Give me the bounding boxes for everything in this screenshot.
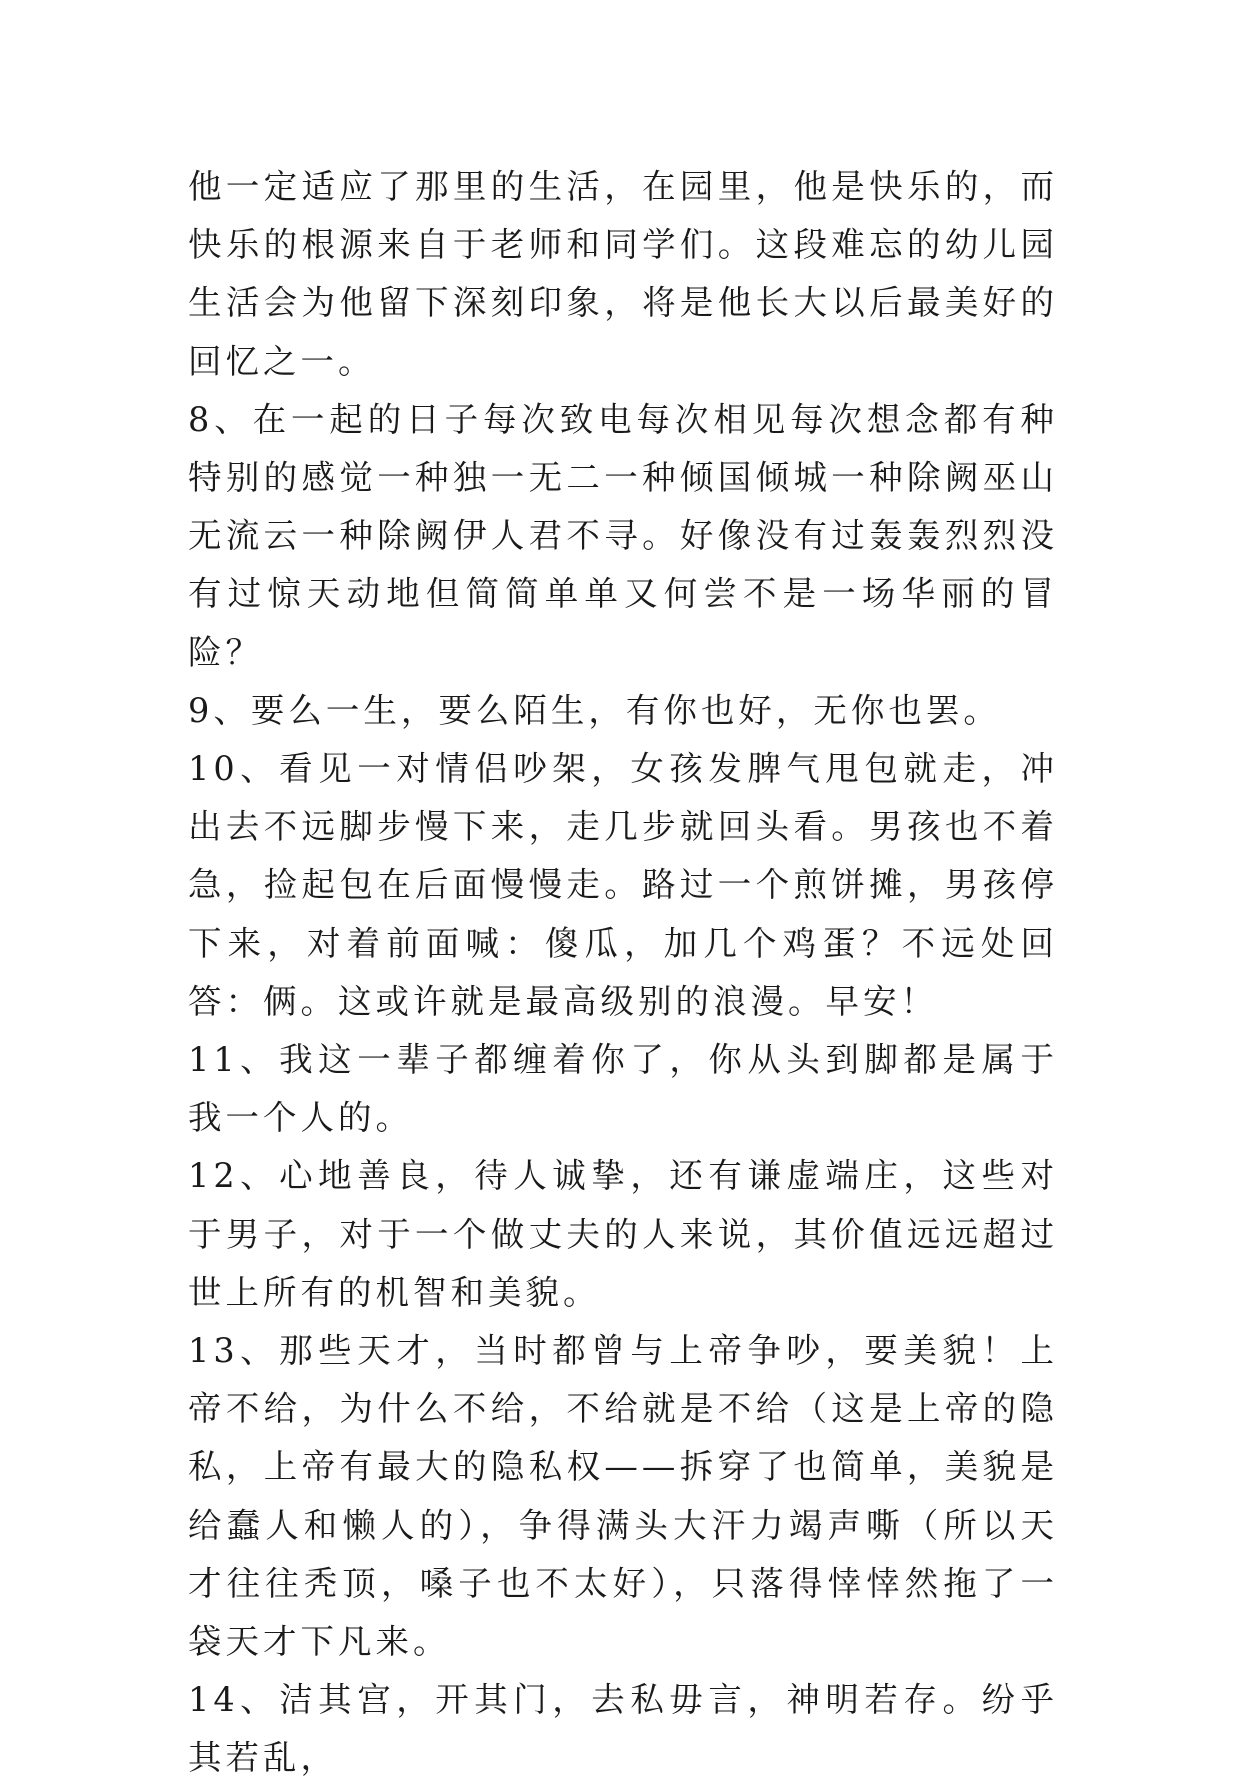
paragraph-item-14: 14、洁其宫，开其门，去私毋言，神明若存。纷乎其若乱， (188, 1680, 1058, 1778)
paragraph-item-11: 11、我这一辈子都缠着你了，你从头到脚都是属于我一个人的。 (188, 1040, 1058, 1138)
document-body (188, 158, 1058, 1788)
paragraph-item-10: 10、看见一对情侣吵架，女孩发脾气甩包就走，冲出去不远脚步慢下来，走几步就回头看。男孩也不着急，捡起包在后面慢慢走。路过一个煎饼摊，男孩停下来，对着前面喊：傻瓜，加几个鸡蛋？不远处回答：俩。这或许就是最高级别的浪漫。早安！ (188, 749, 1058, 1021)
paragraph-continuation: 他一定适应了那里的生活，在园里，他是快乐的，而快乐的根源来自于老师和同学们。这段难忘的幼儿园生活会为他留下深刻印象，将是他长大以后最美好的回忆之一。 (188, 167, 1058, 381)
paragraph-item-12: 12、心地善良，待人诚挚，还有谦虚端庄，这些对于男子，对于一个做丈夫的人来说，其价值远远超过世上所有的机智和美貌。 (188, 1156, 1058, 1312)
paragraph-item-8: 8、在一起的日子每次致电每次相见每次想念都有种特别的感觉一种独一无二一种倾国倾城一种除阙巫山无流云一种除阙伊人君不寻。好像没有过轰轰烈烈没有过惊天动地但简简单单又何尝不是一场华丽的冒险？ (188, 399, 1058, 672)
paragraph-item-13: 13、那些天才，当时都曾与上帝争吵，要美貌！上帝不给，为什么不给，不给就是不给（这是上帝的隐私，上帝有最大的隐私权——拆穿了也简单，美貌是给蠢人和懒人的），争得满头大汗力竭声嘶（所以天才往往秃顶，嗓子也不太好），只落得悻悻然拖了一袋天才下凡来。 (188, 1331, 1058, 1662)
paragraph-item-9: 9、要么一生，要么陌生，有你也好，无你也罢。 (188, 690, 1001, 730)
